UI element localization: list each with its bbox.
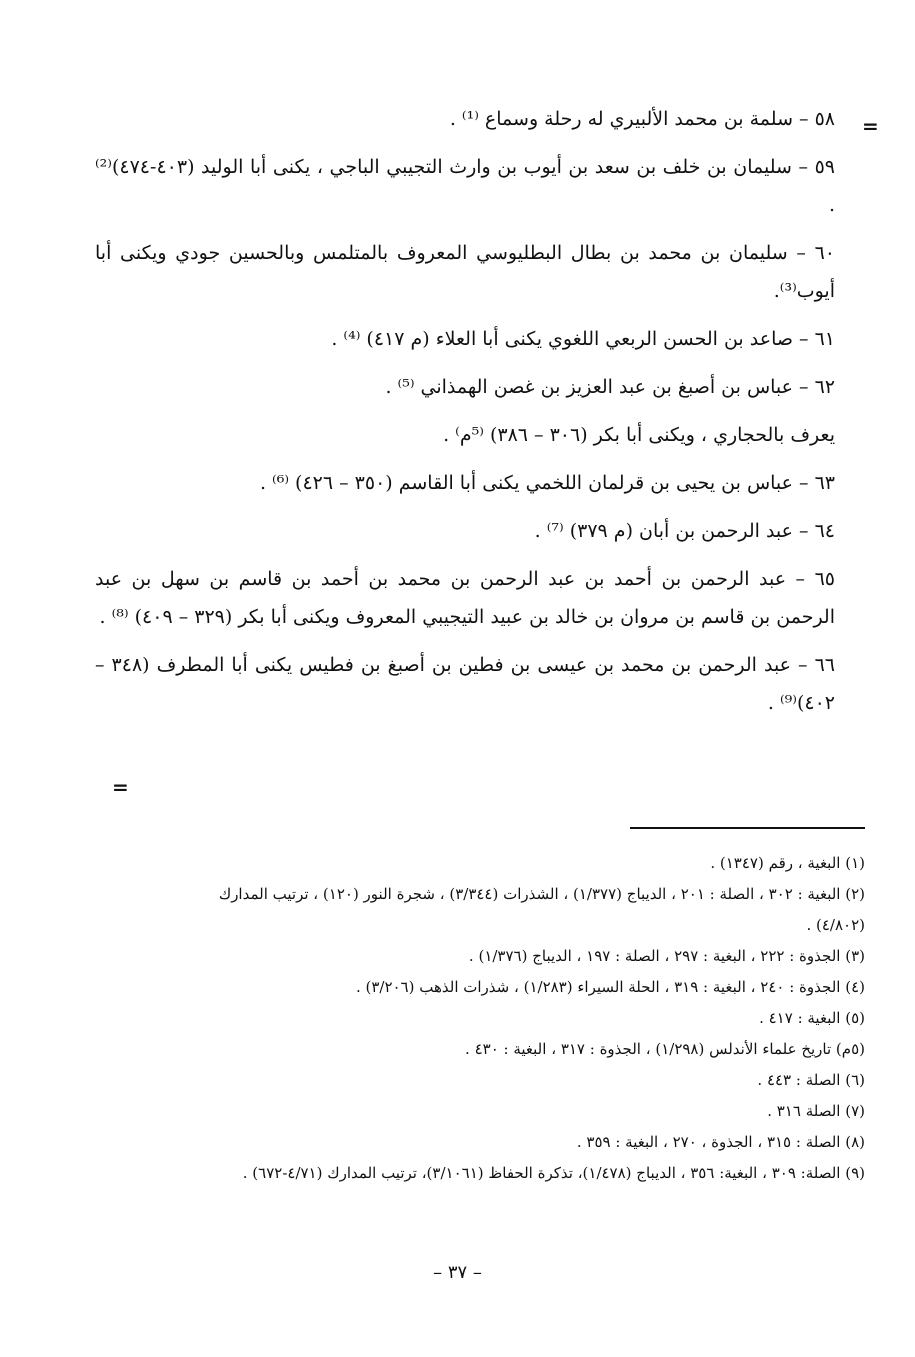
footnote-1: (١) البغية ، رقم (١٣٤٧) .	[710, 854, 865, 872]
footnote-6: (٦) الصلة : ٤٤٣ .	[757, 1071, 865, 1089]
footnote-5m: (٥م) تاريخ علماء الأندلس (١/٢٩٨) ، الجذوة : ٣١٧ ، البغية : ٤٣٠ .	[465, 1040, 865, 1058]
footnotes	[60, 848, 865, 1189]
biography-entries	[95, 100, 835, 732]
entry-65: ٦٥ – عبد الرحمن بن أحمد بن عبد الرحمن بن محمد بن أحمد بن قاسم بن سهل بن عبد الرحمن بن قاسم بن مروان بن خالد بن عبيد التيجيبي المعروف ويكنى أبا بكر (٣٢٩ – ٤٠٩) ⁽⁸⁾ .	[95, 568, 835, 628]
footnote-4: (٤) الجذوة : ٢٤٠ ، البغية : ٣١٩ ، الحلة السيراء (١/٢٨٣) ، شذرات الذهب (٣/٢٠٦) .	[355, 978, 865, 996]
entry-60: ٦٠ – سليمان بن محمد بن بطال البطليوسي المعروف بالمتلمس وبالحسين جودي ويكنى أبا أيوب⁽³⁾.	[95, 242, 835, 302]
entry-62: ٦٢ – عباس بن أصبغ بن عبد العزيز بن غصن الهمذاني ⁽⁵⁾ .	[385, 376, 835, 398]
continuation-mark-top: =	[862, 114, 879, 138]
entry-58: ٥٨ – سلمة بن محمد الألبيري له رحلة وسماع ⁽¹⁾ .	[449, 108, 835, 130]
footnote-8: (٨) الصلة : ٣١٥ ، الجذوة ، ٢٧٠ ، البغية : ٣٥٩ .	[576, 1133, 865, 1151]
footnote-separator	[630, 827, 865, 829]
entry-66: ٦٦ – عبد الرحمن بن محمد بن عيسى بن فطين بن أصبغ بن فطيس يكنى أبا المطرف (٣٤٨ – ٤٠٢)⁽⁹⁾ .	[95, 654, 835, 714]
entry-61: ٦١ – صاعد بن الحسن الربعي اللغوي يكنى أبا العلاء (م ٤١٧) ⁽⁴⁾ .	[331, 328, 835, 350]
entry-59: ٥٩ – سليمان بن خلف بن سعد بن أيوب بن وارث التجيبي الباجي ، يكنى أبا الوليد (٤٠٣-٤٧٤)⁽²⁾ .	[95, 156, 835, 216]
entry-64: ٦٤ – عبد الرحمن بن أبان (م ٣٧٩) ⁽⁷⁾ .	[534, 520, 835, 542]
page-number: – ٣٧ –	[433, 1262, 482, 1283]
continuation-mark-bottom: =	[112, 775, 129, 799]
footnote-5: (٥) البغية : ٤١٧ .	[759, 1009, 865, 1027]
entry-63: ٦٣ – عباس بن يحيى بن قرلمان اللخمي يكنى أبا القاسم (٣٥٠ – ٤٢٦) ⁽⁶⁾ .	[259, 472, 835, 494]
entry-62-continuation: يعرف بالحجاري ، ويكنى أبا بكر (٣٠٦ – ٣٨٦) ⁽⁵م⁾ .	[443, 424, 835, 446]
footnote-2-continuation: (٤/٨٠٢) .	[806, 916, 865, 934]
footnote-3: (٣) الجذوة : ٢٢٢ ، البغية : ٢٩٧ ، الصلة : ١٩٧ ، الديباج (١/٣٧٦) .	[468, 947, 865, 965]
footnote-2: (٢) البغية : ٣٠٢ ، الصلة : ٢٠١ ، الديباج (١/٣٧٧) ، الشذرات (٣/٣٤٤) ، شجرة النور (١٢٠) ، ترتيب المدارك	[218, 885, 865, 903]
footnote-7: (٧) الصلة ٣١٦ .	[767, 1102, 865, 1120]
footnote-9: (٩) الصلة: ٣٠٩ ، البغية: ٣٥٦ ، الديباج (١/٤٧٨)، تذكرة الحفاظ (٣/١٠٦١)، ترتيب المدارك (٤/٧١-٦٧٢) .	[242, 1164, 865, 1182]
